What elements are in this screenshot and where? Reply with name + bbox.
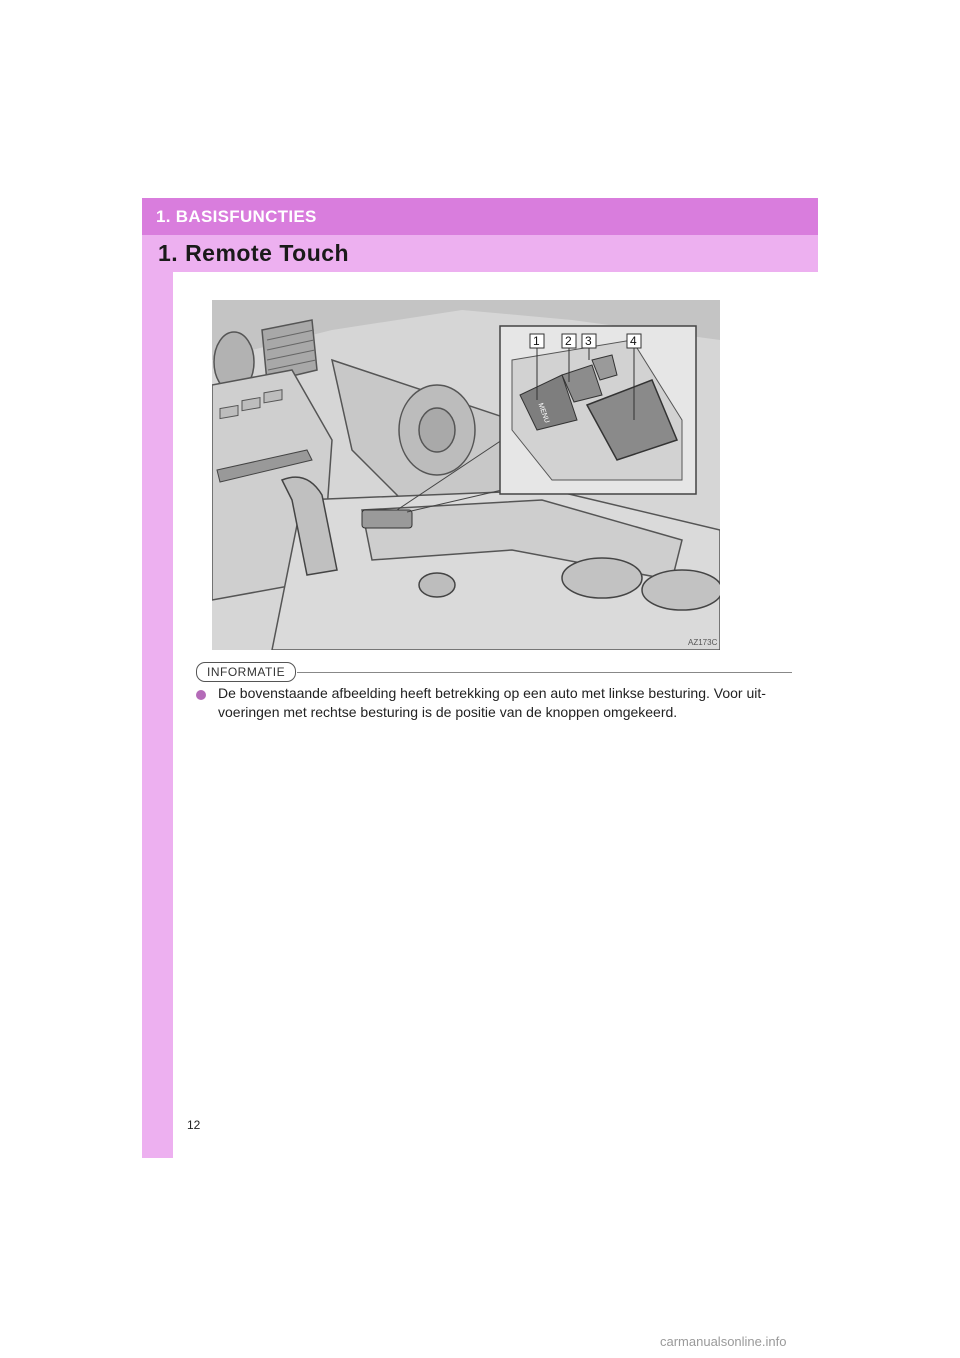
callout-2: 2	[565, 334, 572, 348]
page-sidebar	[142, 198, 173, 1158]
section-title: 1. BASISFUNCTIES	[156, 207, 317, 226]
remote-touch-illustration	[212, 300, 720, 650]
callout-4: 4	[630, 334, 637, 348]
menu-button-label: MENU	[536, 402, 551, 425]
title-bar	[142, 235, 818, 272]
page-title: 1. Remote Touch	[158, 240, 350, 266]
figure-code: AZ173C	[688, 638, 718, 647]
page-number: 12	[187, 1118, 201, 1132]
bullet-icon	[196, 690, 206, 700]
info-label: INFORMATIE	[196, 662, 296, 682]
watermark: carmanualsonline.info	[660, 1334, 787, 1349]
info-text: De bovenstaande afbeelding heeft betrekking op een auto met linkse besturing. Voor uit-voeringen met rechtse besturing is de positie van de knoppen omgekeerd.	[218, 685, 766, 720]
callout-3: 3	[585, 334, 592, 348]
callout-1: 1	[533, 334, 540, 348]
section-header	[142, 198, 818, 235]
info-divider	[297, 672, 792, 673]
